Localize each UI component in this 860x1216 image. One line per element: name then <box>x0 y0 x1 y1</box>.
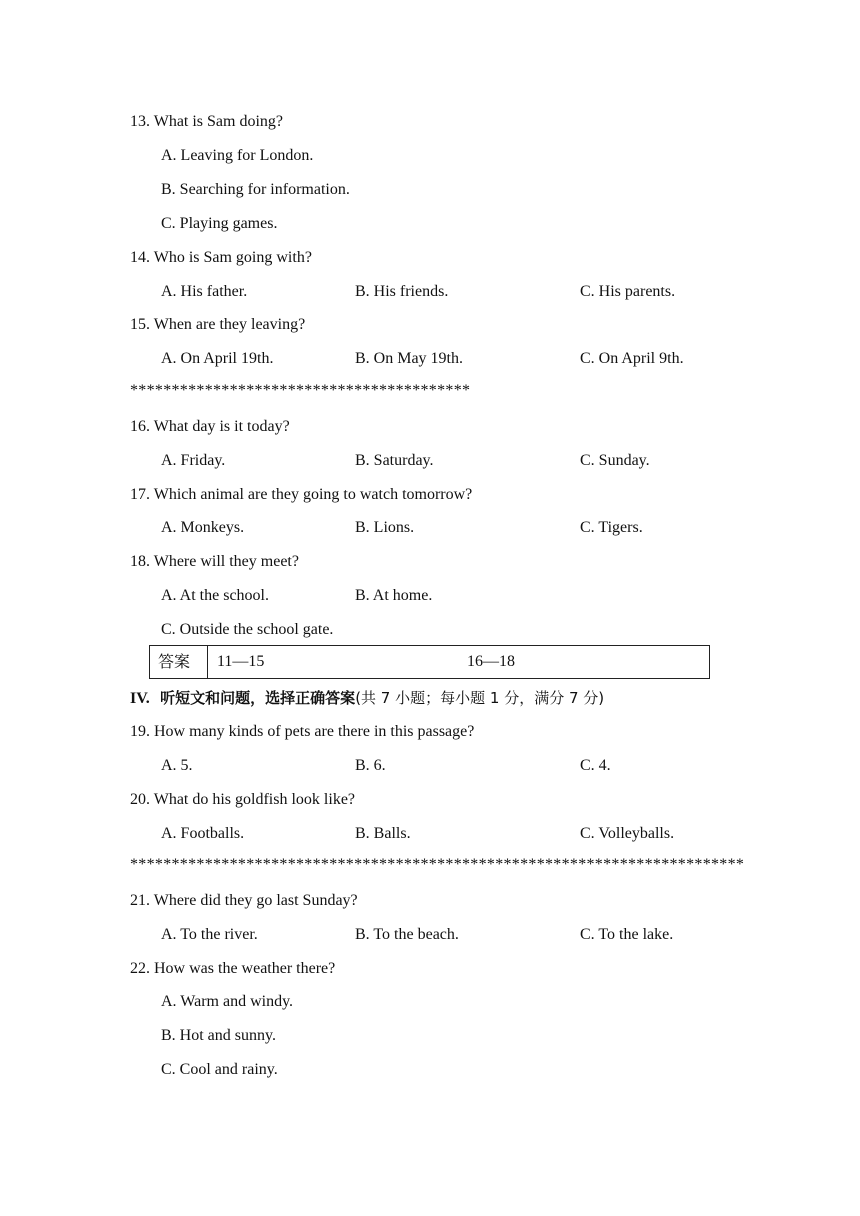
q13-option-b: B. Searching for information. <box>161 181 350 198</box>
answer-range-16-18: 16—18 <box>467 653 515 670</box>
q14-option-c: C. His parents. <box>580 283 676 300</box>
q19-option-b: B. 6. <box>355 757 386 774</box>
q16-option-b: B. Saturday. <box>355 452 434 469</box>
section-iv-heading <box>130 688 604 709</box>
q14-option-a: A. His father. <box>161 283 248 300</box>
section-iv-note: (共 7 小题；每小题 1 分，满分 7 分) <box>355 689 605 707</box>
q17-option-a: A. Monkeys. <box>161 519 245 536</box>
q21-stem: 21. Where did they go last Sunday? <box>130 892 358 909</box>
q20-stem: 20. What do his goldfish look like? <box>130 791 356 808</box>
q15-option-c: C. On April 9th. <box>580 350 684 367</box>
q13-option-a: A. Leaving for London. <box>161 147 314 164</box>
q16-option-c: C. Sunday. <box>580 452 650 469</box>
q20-option-b: B. Balls. <box>355 825 411 842</box>
q19-option-c: C. 4. <box>580 757 611 774</box>
q17-option-b: B. Lions. <box>355 519 415 536</box>
q21-option-b: B. To the beach. <box>355 926 459 943</box>
star-divider: ***************************************** <box>130 382 471 399</box>
q18-option-b: B. At home. <box>355 587 433 604</box>
section-iv-title: 听短文和问题，选择正确答案 <box>160 689 356 707</box>
q21-option-c: C. To the lake. <box>580 926 674 943</box>
section-iv-number: IV. <box>130 690 150 707</box>
q20-option-c: C. Volleyballs. <box>580 825 675 842</box>
q22-option-b: B. Hot and sunny. <box>161 1027 276 1044</box>
q14-stem: 14. Who is Sam going with? <box>130 249 312 266</box>
q15-option-a: A. On April 19th. <box>161 350 274 367</box>
q18-option-a: A. At the school. <box>161 587 269 604</box>
q22-option-a: A. Warm and windy. <box>161 993 294 1010</box>
answer-table <box>149 645 710 679</box>
q20-option-a: A. Footballs. <box>161 825 245 842</box>
answer-range-11-15: 11—15 <box>217 653 265 670</box>
star-divider: ************************************************************************** <box>130 856 745 873</box>
q22-stem: 22. How was the weather there? <box>130 960 336 977</box>
q16-stem: 16. What day is it today? <box>130 418 290 435</box>
answer-label: 答案 <box>150 646 208 678</box>
q19-option-a: A. 5. <box>161 757 193 774</box>
q18-stem: 18. Where will they meet? <box>130 553 299 570</box>
q22-option-c: C. Cool and rainy. <box>161 1061 278 1078</box>
q16-option-a: A. Friday. <box>161 452 226 469</box>
q17-option-c: C. Tigers. <box>580 519 643 536</box>
q15-stem: 15. When are they leaving? <box>130 316 306 333</box>
q14-option-b: B. His friends. <box>355 283 449 300</box>
q21-option-a: A. To the river. <box>161 926 258 943</box>
q17-stem: 17. Which animal are they going to watch tomorrow? <box>130 486 473 503</box>
q19-stem: 19. How many kinds of pets are there in this passage? <box>130 723 475 740</box>
q18-option-c: C. Outside the school gate. <box>161 621 334 638</box>
q15-option-b: B. On May 19th. <box>355 350 463 367</box>
q13-stem: 13. What is Sam doing? <box>130 113 284 130</box>
q13-option-c: C. Playing games. <box>161 215 278 232</box>
